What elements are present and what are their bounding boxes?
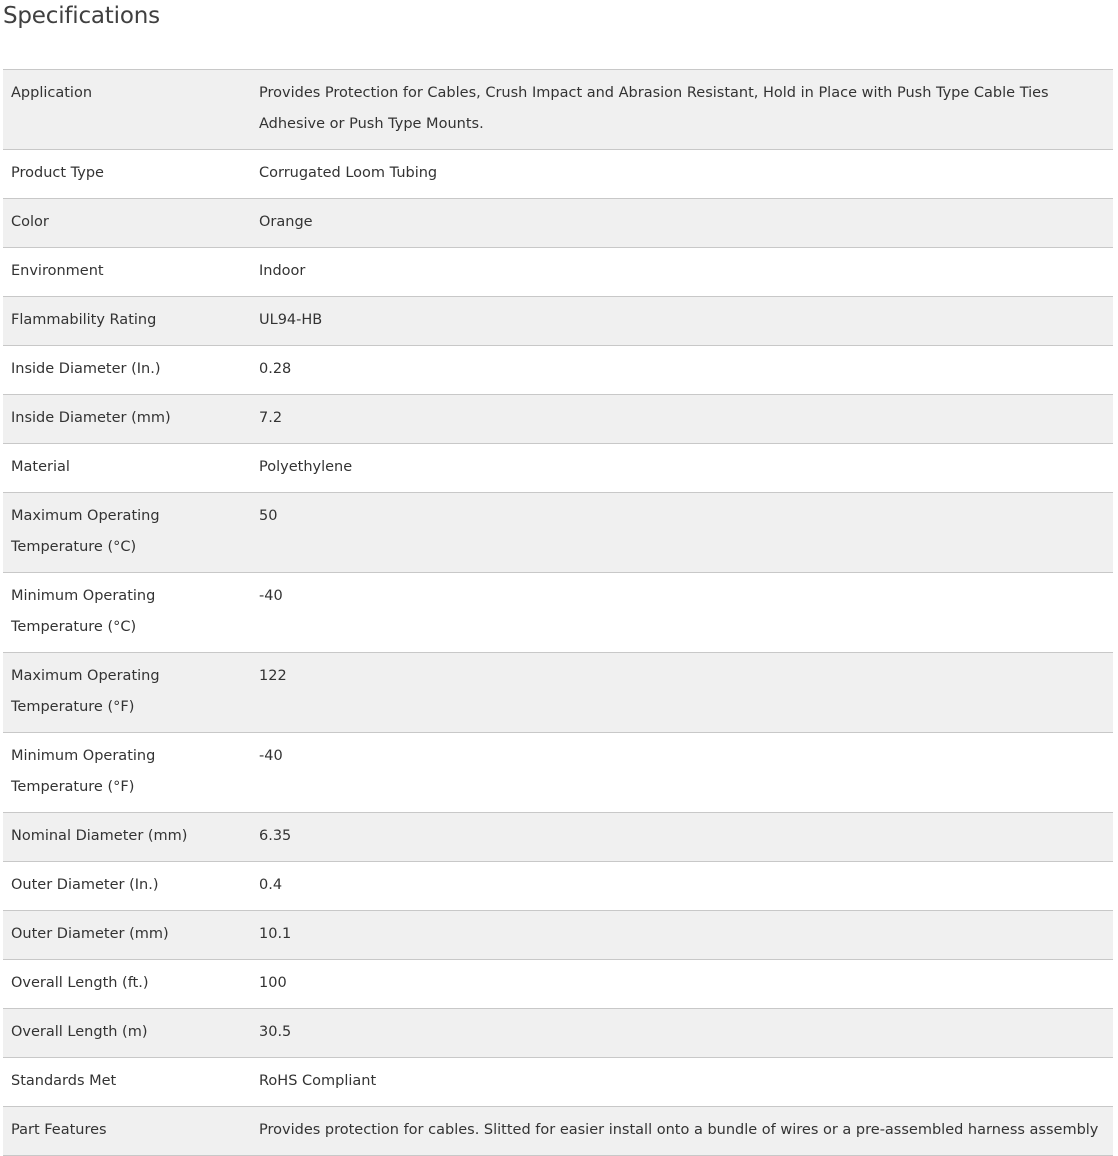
spec-value: -40 <box>259 733 1113 813</box>
spec-label: Inside Diameter (mm) <box>3 395 259 444</box>
page-title: Specifications <box>3 3 160 29</box>
spec-value: Provides protection for cables. Slitted for easier install onto a bundle of wires or a pre-assembled harness assembly <box>259 1107 1113 1156</box>
spec-row <box>3 70 1113 150</box>
spec-label: Inside Diameter (In.) <box>3 346 259 395</box>
spec-row <box>3 444 1113 493</box>
spec-row <box>3 653 1113 733</box>
spec-label: Part Features <box>3 1107 259 1156</box>
spec-row <box>3 1107 1113 1156</box>
spec-label: Overall Length (ft.) <box>3 960 259 1009</box>
spec-value: Indoor <box>259 248 1113 297</box>
spec-label: Overall Length (m) <box>3 1009 259 1058</box>
spec-label: Product Type <box>3 150 259 199</box>
spec-label: Minimum Operating Temperature (°F) <box>3 733 259 813</box>
spec-row <box>3 1009 1113 1058</box>
spec-label: Application <box>3 70 259 150</box>
spec-row <box>3 150 1113 199</box>
spec-label: Nominal Diameter (mm) <box>3 813 259 862</box>
spec-value: UL94-HB <box>259 297 1113 346</box>
spec-label: Outer Diameter (In.) <box>3 862 259 911</box>
spec-value: 6.35 <box>259 813 1113 862</box>
spec-label: Standards Met <box>3 1058 259 1107</box>
spec-row <box>3 862 1113 911</box>
spec-value: Corrugated Loom Tubing <box>259 150 1113 199</box>
spec-row <box>3 960 1113 1009</box>
spec-row <box>3 911 1113 960</box>
spec-value: 0.4 <box>259 862 1113 911</box>
spec-value: Orange <box>259 199 1113 248</box>
spec-row <box>3 1058 1113 1107</box>
spec-value: -40 <box>259 573 1113 653</box>
spec-label: Outer Diameter (mm) <box>3 911 259 960</box>
spec-value: 100 <box>259 960 1113 1009</box>
spec-value: 7.2 <box>259 395 1113 444</box>
spec-label: Minimum Operating Temperature (°C) <box>3 573 259 653</box>
spec-value: 50 <box>259 493 1113 573</box>
spec-value: Polyethylene <box>259 444 1113 493</box>
spec-value: 10.1 <box>259 911 1113 960</box>
spec-label: Maximum Operating Temperature (°C) <box>3 493 259 573</box>
spec-value: 122 <box>259 653 1113 733</box>
spec-row <box>3 346 1113 395</box>
spec-value: Provides Protection for Cables, Crush Impact and Abrasion Resistant, Hold in Place with Push Type Cable Ties Adhesive or Push Type Mounts. <box>259 70 1113 150</box>
spec-label: Environment <box>3 248 259 297</box>
spec-row <box>3 813 1113 862</box>
spec-row <box>3 573 1113 653</box>
spec-value: 0.28 <box>259 346 1113 395</box>
spec-row <box>3 297 1113 346</box>
spec-label: Color <box>3 199 259 248</box>
spec-label: Maximum Operating Temperature (°F) <box>3 653 259 733</box>
spec-label: Flammability Rating <box>3 297 259 346</box>
spec-row <box>3 199 1113 248</box>
spec-row <box>3 395 1113 444</box>
spec-value: RoHS Compliant <box>259 1058 1113 1107</box>
spec-row <box>3 248 1113 297</box>
spec-value: 30.5 <box>259 1009 1113 1058</box>
spec-row <box>3 493 1113 573</box>
specifications-table <box>3 69 1113 1156</box>
spec-row <box>3 733 1113 813</box>
spec-label: Material <box>3 444 259 493</box>
